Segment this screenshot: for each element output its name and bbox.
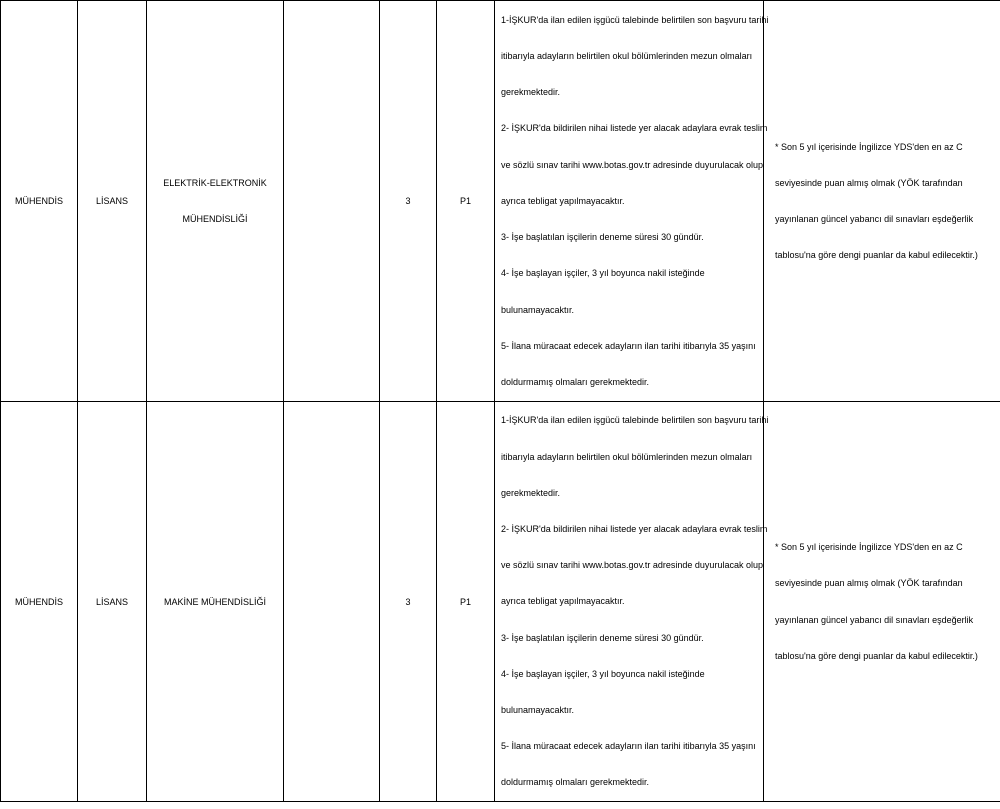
notes-line: 5- İlana müracaat edecek adayların ilan tarihi itibarıyla 35 yaşını [501,340,756,351]
notes-line: ve sözlü sınav tarihi www.botas.gov.tr adresinde duyurulacak olup [501,159,763,170]
department-line: ELEKTRİK-ELEKTRONİK [163,178,267,188]
notes-line: ve sözlü sınav tarihi www.botas.gov.tr adresinde duyurulacak olup [501,560,763,571]
empty-cell [284,402,380,802]
notes-line: bulunamayacaktır. [501,705,575,715]
notes-line: 5- İlana müracaat edecek adayların ilan tarihi itibarıyla 35 yaşını [501,741,756,752]
notes-line: 1-İŞKUR'da ilan edilen işgücü talebinde belirtilen son başvuru tarihi [501,14,769,25]
notes-line: 4- İşe başlayan işçiler, 3 yıl boyunca nakil isteğinde [501,668,705,679]
department-cell [147,402,284,802]
notes-line: gerekmektedir. [501,87,561,98]
requirement-line: * Son 5 yıl içerisinde İngilizce YDS'den en az C [775,141,963,152]
notes-line: itibarıyla adayların belirtilen okul bölümlerinden mezun olmaları [501,51,753,62]
notes-line: 4- İşe başlayan işçiler, 3 yıl boyunca nakil isteğinde [501,268,705,279]
requirement-line: seviyesinde puan almış olmak (YÖK tarafından [775,177,963,188]
score-type-cell: P1 [437,402,495,802]
requirement-line: yayınlanan güncel yabancı dil sınavları eşdeğerlik [775,614,974,625]
score-type-cell: P1 [437,1,495,402]
requirement-line: tablosu'na göre dengi puanlar da kabul edilecektir.) [775,250,978,261]
table-row [1,402,1000,802]
position-cell: MÜHENDİS [1,1,78,402]
notes-line: 3- İşe başlatılan işçilerin deneme süresi 30 gündür. [501,232,704,243]
department-line: MÜHENDİSLİĞİ [182,214,248,224]
notes-line: doldurmamış olmaları gerekmektedir. [501,376,650,387]
requirements-cell [764,1,1000,402]
notes-line: bulunamayacaktır. [501,304,575,315]
notes-cell [495,1,769,402]
requirement-line: seviyesinde puan almış olmak (YÖK tarafından [775,578,963,589]
requirement-line: * Son 5 yıl içerisinde İngilizce YDS'den en az C [775,542,963,553]
department-cell [147,1,284,402]
count-cell: 3 [380,1,437,402]
count-cell: 3 [380,402,437,802]
notes-line: 2- İŞKUR'da bildirilen nihai listede yer alacak adaylara evrak teslim [501,523,768,534]
notes-line: gerekmektedir. [501,487,561,498]
position-cell: MÜHENDİS [1,402,78,802]
notes-cell [495,402,769,802]
requirements-cell [764,402,1000,802]
education-cell: LİSANS [78,1,147,402]
notes-line: 1-İŞKUR'da ilan edilen işgücü talebinde belirtilen son başvuru tarihi [501,415,769,426]
education-cell: LİSANS [78,402,147,802]
department-line: MAKİNE MÜHENDİSLİĞİ [163,596,266,607]
notes-line: ayrıca tebligat yapılmayacaktır. [501,596,625,607]
notes-line: doldurmamış olmaları gerekmektedir. [501,777,650,788]
requirement-line: tablosu'na göre dengi puanlar da kabul edilecektir.) [775,650,978,661]
requirement-line: yayınlanan güncel yabancı dil sınavları eşdeğerlik [775,214,974,224]
empty-cell [284,1,380,402]
notes-line: itibarıyla adayların belirtilen okul bölümlerinden mezun olmaları [501,451,753,462]
notes-line: 2- İŞKUR'da bildirilen nihai listede yer alacak adaylara evrak teslim [501,123,768,134]
notes-line: 3- İşe başlatılan işçilerin deneme süresi 30 gündür. [501,632,704,643]
notes-line: ayrıca tebligat yapılmayacaktır. [501,195,625,206]
table-row [1,1,1000,402]
